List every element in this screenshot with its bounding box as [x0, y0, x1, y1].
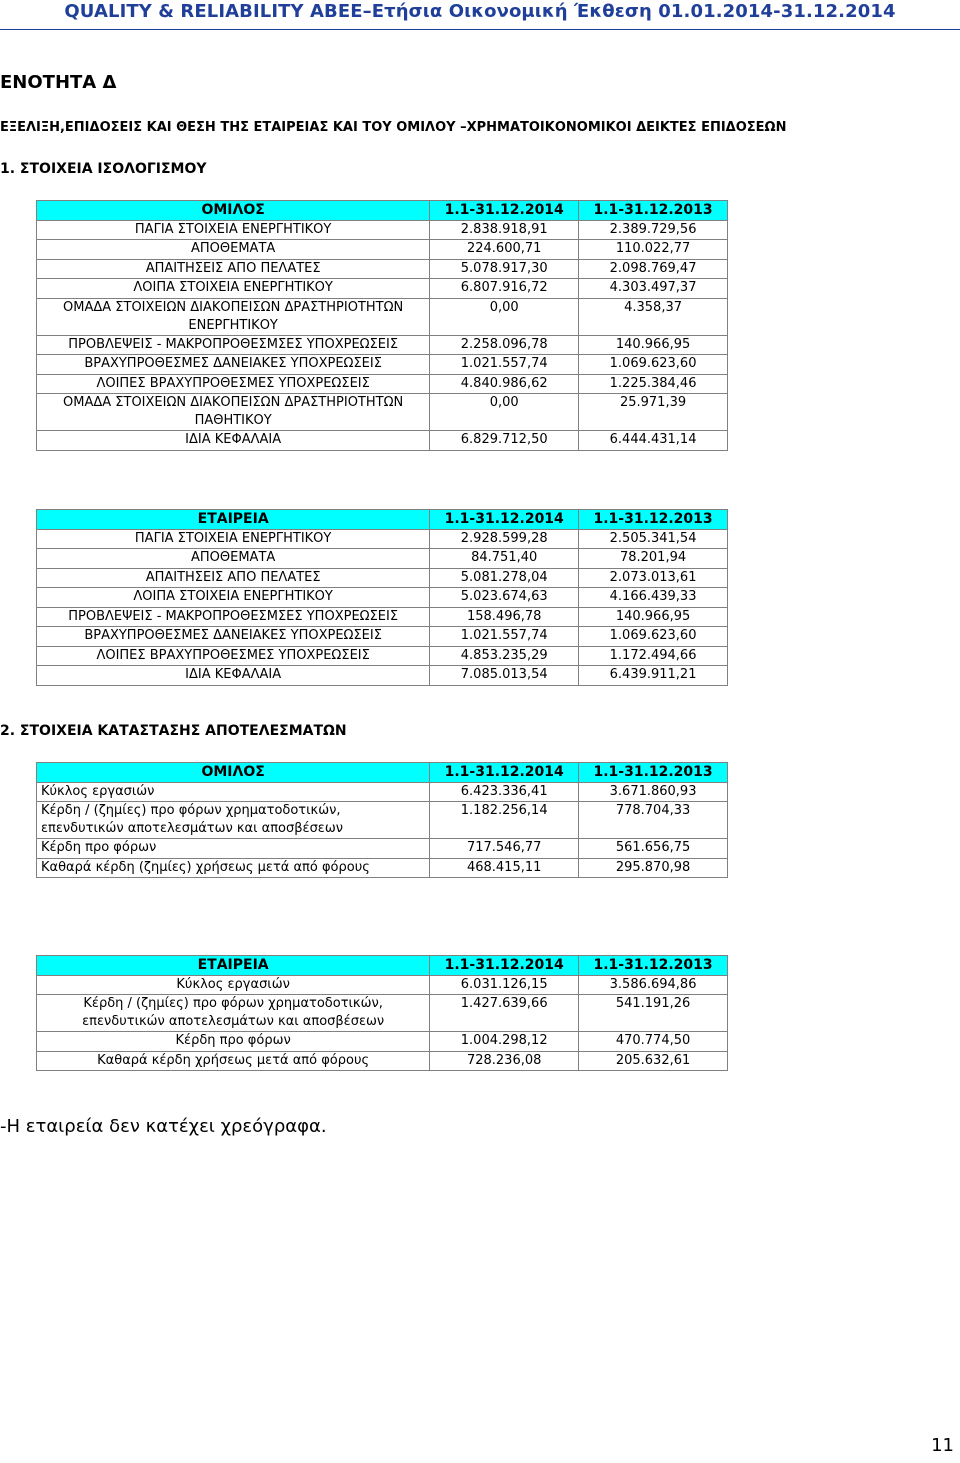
value-2013: 25.971,39 — [579, 394, 728, 431]
table-row — [37, 607, 728, 627]
row-label: Κέρδη προ φόρων — [37, 1032, 430, 1052]
value-2013: 140.966,95 — [579, 335, 728, 355]
value-2014: 5.081.278,04 — [430, 568, 579, 588]
row-label: ΠΡΟΒΛΕΨΕΙΣ - ΜΑΚΡΟΠΡΟΘΕΣΜΣΕΣ ΥΠΟΧΡΕΩΣΕΙΣ — [37, 607, 430, 627]
row-label: ΑΠΑΙΤΗΣΕΙΣ ΑΠΟ ΠΕΛΑΤΕΣ — [37, 259, 430, 279]
heading-income-statement: 2. ΣΤΟΙΧΕΙΑ ΚΑΤΑΣΤΑΣΗΣ ΑΠΟΤΕΛΕΣΜΑΤΩΝ — [0, 723, 347, 739]
row-label: ΟΜΑΔΑ ΣΤΟΙΧΕΙΩΝ ΔΙΑΚΟΠΕΙΣΩΝ ΔΡΑΣΤΗΡΙΟΤΗΤΩΝ ΠΑΘΗΤΙΚΟΥ — [37, 394, 430, 431]
value-2013: 295.870,98 — [579, 858, 728, 878]
value-2014: 7.085.013,54 — [430, 666, 579, 686]
table-row — [37, 782, 728, 802]
table-header-period: 1.1-31.12.2014 — [430, 510, 579, 530]
row-label: Καθαρά κέρδη χρήσεως μετά από φόρους — [37, 1051, 430, 1071]
row-label: Καθαρά κέρδη (ζημίες) χρήσεως μετά από φόρους — [37, 858, 430, 878]
value-2013: 78.201,94 — [579, 549, 728, 569]
value-2014: 468.415,11 — [430, 858, 579, 878]
value-2014: 2.258.096,78 — [430, 335, 579, 355]
value-2013: 541.191,26 — [579, 995, 728, 1032]
table-row — [37, 839, 728, 859]
table-row — [37, 355, 728, 375]
row-label: ΟΜΑΔΑ ΣΤΟΙΧΕΙΩΝ ΔΙΑΚΟΠΕΙΣΩΝ ΔΡΑΣΤΗΡΙΟΤΗΤΩΝ ΕΝΕΡΓΗΤΙΚΟΥ — [37, 298, 430, 335]
table-header-period: 1.1-31.12.2014 — [430, 956, 579, 976]
value-2014: 728.236,08 — [430, 1051, 579, 1071]
row-label: ΑΠΑΙΤΗΣΕΙΣ ΑΠΟ ΠΕΛΑΤΕΣ — [37, 568, 430, 588]
row-label: Κέρδη / (ζημίες) προ φόρων χρηματοδοτικών, επενδυτικών αποτελεσμάτων και αποσβέσεων — [37, 995, 430, 1032]
value-2014: 717.546,77 — [430, 839, 579, 859]
table-row — [37, 298, 728, 335]
value-2013: 2.073.013,61 — [579, 568, 728, 588]
value-2013: 4.358,37 — [579, 298, 728, 335]
table-row — [37, 394, 728, 431]
section-subtitle: ΕΞΕΛΙΞΗ,ΕΠΙΔΟΣΕΙΣ ΚΑΙ ΘΕΣΗ ΤΗΣ ΕΤΑΙΡΕΙΑΣ ΚΑΙ ΤΟΥ ΟΜΙΛΟΥ –ΧΡΗΜΑΤΟΙΚΟΝΟΜΙΚΟΙ ΔΕΙΚΤΕΣ ΕΠΙΔΟΣΕΩΝ — [0, 120, 787, 135]
value-2014: 1.021.557,74 — [430, 355, 579, 375]
value-2014: 4.840.986,62 — [430, 374, 579, 394]
value-2013: 1.069.623,60 — [579, 355, 728, 375]
value-2014: 6.031.126,15 — [430, 975, 579, 995]
table-row — [37, 646, 728, 666]
table-row — [37, 666, 728, 686]
document-header: QUALITY & RELIABILITY ΑΒΕΕ–Ετήσια Οικονομική Έκθεση 01.01.2014-31.12.2014 — [64, 1, 896, 22]
row-label: ΛΟΙΠΑ ΣΤΟΙΧΕΙΑ ΕΝΕΡΓΗΤΙΚΟΥ — [37, 279, 430, 299]
value-2014: 1.427.639,66 — [430, 995, 579, 1032]
row-label: ΠΑΓΙΑ ΣΤΟΙΧΕΙΑ ΕΝΕΡΓΗΤΙΚΟΥ — [37, 220, 430, 240]
row-label: ΛΟΙΠΕΣ ΒΡΑΧΥΠΡΟΘΕΣΜΕΣ ΥΠΟΧΡΕΩΣΕΙΣ — [37, 374, 430, 394]
row-label: ΑΠΟΘΕΜΑΤΑ — [37, 549, 430, 569]
row-label: ΙΔΙΑ ΚΕΦΑΛΑΙΑ — [37, 666, 430, 686]
table-row — [37, 568, 728, 588]
table-row — [37, 802, 728, 839]
table-header-label: ΕΤΑΙΡΕΙΑ — [37, 510, 430, 530]
value-2013: 140.966,95 — [579, 607, 728, 627]
table-row — [37, 627, 728, 647]
value-2013: 3.671.860,93 — [579, 782, 728, 802]
row-label: Κύκλος εργασιών — [37, 782, 430, 802]
value-2013: 470.774,50 — [579, 1032, 728, 1052]
table-header-label: ΕΤΑΙΡΕΙΑ — [37, 956, 430, 976]
value-2013: 2.098.769,47 — [579, 259, 728, 279]
table-row — [37, 431, 728, 451]
value-2014: 84.751,40 — [430, 549, 579, 569]
table-header-period: 1.1-31.12.2013 — [579, 201, 728, 221]
value-2014: 0,00 — [430, 394, 579, 431]
value-2013: 2.389.729,56 — [579, 220, 728, 240]
value-2013: 1.225.384,46 — [579, 374, 728, 394]
table-header-period: 1.1-31.12.2013 — [579, 956, 728, 976]
table-row — [37, 259, 728, 279]
row-label: Κύκλος εργασιών — [37, 975, 430, 995]
section-title: ΕΝΟΤΗΤΑ Δ — [0, 72, 117, 93]
row-label: ΙΔΙΑ ΚΕΦΑΛΑΙΑ — [37, 431, 430, 451]
securities-note: -Η εταιρεία δεν κατέχει χρεόγραφα. — [0, 1116, 327, 1137]
value-2014: 0,00 — [430, 298, 579, 335]
table-row — [37, 975, 728, 995]
row-label: ΑΠΟΘΕΜΑΤΑ — [37, 240, 430, 260]
row-label: Κέρδη προ φόρων — [37, 839, 430, 859]
value-2013: 6.439.911,21 — [579, 666, 728, 686]
value-2014: 4.853.235,29 — [430, 646, 579, 666]
row-label: ΛΟΙΠΑ ΣΤΟΙΧΕΙΑ ΕΝΕΡΓΗΤΙΚΟΥ — [37, 588, 430, 608]
row-label: ΒΡΑΧΥΠΡΟΘΕΣΜΕΣ ΔΑΝΕΙΑΚΕΣ ΥΠΟΧΡΕΩΣΕΙΣ — [37, 355, 430, 375]
table-header-row — [37, 510, 728, 530]
value-2014: 1.182.256,14 — [430, 802, 579, 839]
table-header-label: ΟΜΙΛΟΣ — [37, 763, 430, 783]
table-row — [37, 529, 728, 549]
value-2013: 4.303.497,37 — [579, 279, 728, 299]
value-2014: 6.807.916,72 — [430, 279, 579, 299]
value-2013: 4.166.439,33 — [579, 588, 728, 608]
value-2014: 5.023.674,63 — [430, 588, 579, 608]
company-income-table — [36, 955, 728, 1071]
value-2014: 5.078.917,30 — [430, 259, 579, 279]
value-2013: 2.505.341,54 — [579, 529, 728, 549]
value-2013: 110.022,77 — [579, 240, 728, 260]
heading-balance-sheet: 1. ΣΤΟΙΧΕΙΑ ΙΣΟΛΟΓΙΣΜΟΥ — [0, 161, 207, 177]
header-rule — [0, 29, 960, 30]
table-row — [37, 995, 728, 1032]
row-label: ΒΡΑΧΥΠΡΟΘΕΣΜΕΣ ΔΑΝΕΙΑΚΕΣ ΥΠΟΧΡΕΩΣΕΙΣ — [37, 627, 430, 647]
row-label: ΛΟΙΠΕΣ ΒΡΑΧΥΠΡΟΘΕΣΜΕΣ ΥΠΟΧΡΕΩΣΕΙΣ — [37, 646, 430, 666]
value-2013: 561.656,75 — [579, 839, 728, 859]
value-2014: 2.838.918,91 — [430, 220, 579, 240]
company-balance-table — [36, 509, 728, 686]
value-2014: 1.004.298,12 — [430, 1032, 579, 1052]
value-2013: 1.069.623,60 — [579, 627, 728, 647]
table-header-period: 1.1-31.12.2014 — [430, 763, 579, 783]
row-label: Κέρδη / (ζημίες) προ φόρων χρηματοδοτικών, επενδυτικών αποτελεσμάτων και αποσβέσεων — [37, 802, 430, 839]
value-2014: 6.829.712,50 — [430, 431, 579, 451]
table-row — [37, 240, 728, 260]
value-2014: 224.600,71 — [430, 240, 579, 260]
table-header-period: 1.1-31.12.2013 — [579, 510, 728, 530]
table-header-row — [37, 956, 728, 976]
table-row — [37, 858, 728, 878]
table-row — [37, 335, 728, 355]
value-2014: 158.496,78 — [430, 607, 579, 627]
table-row — [37, 1051, 728, 1071]
table-row — [37, 1032, 728, 1052]
table-row — [37, 279, 728, 299]
value-2013: 778.704,33 — [579, 802, 728, 839]
table-header-label: ΟΜΙΛΟΣ — [37, 201, 430, 221]
group-balance-table — [36, 200, 728, 451]
value-2014: 2.928.599,28 — [430, 529, 579, 549]
page-number: 11 — [931, 1435, 954, 1456]
table-header-row — [37, 763, 728, 783]
value-2013: 3.586.694,86 — [579, 975, 728, 995]
row-label: ΠΑΓΙΑ ΣΤΟΙΧΕΙΑ ΕΝΕΡΓΗΤΙΚΟΥ — [37, 529, 430, 549]
table-row — [37, 549, 728, 569]
table-header-period: 1.1-31.12.2014 — [430, 201, 579, 221]
table-header-row — [37, 201, 728, 221]
table-row — [37, 374, 728, 394]
value-2014: 1.021.557,74 — [430, 627, 579, 647]
value-2013: 205.632,61 — [579, 1051, 728, 1071]
table-header-period: 1.1-31.12.2013 — [579, 763, 728, 783]
group-income-table — [36, 762, 728, 878]
value-2014: 6.423.336,41 — [430, 782, 579, 802]
value-2013: 1.172.494,66 — [579, 646, 728, 666]
table-row — [37, 220, 728, 240]
value-2013: 6.444.431,14 — [579, 431, 728, 451]
table-row — [37, 588, 728, 608]
row-label: ΠΡΟΒΛΕΨΕΙΣ - ΜΑΚΡΟΠΡΟΘΕΣΜΣΕΣ ΥΠΟΧΡΕΩΣΕΙΣ — [37, 335, 430, 355]
